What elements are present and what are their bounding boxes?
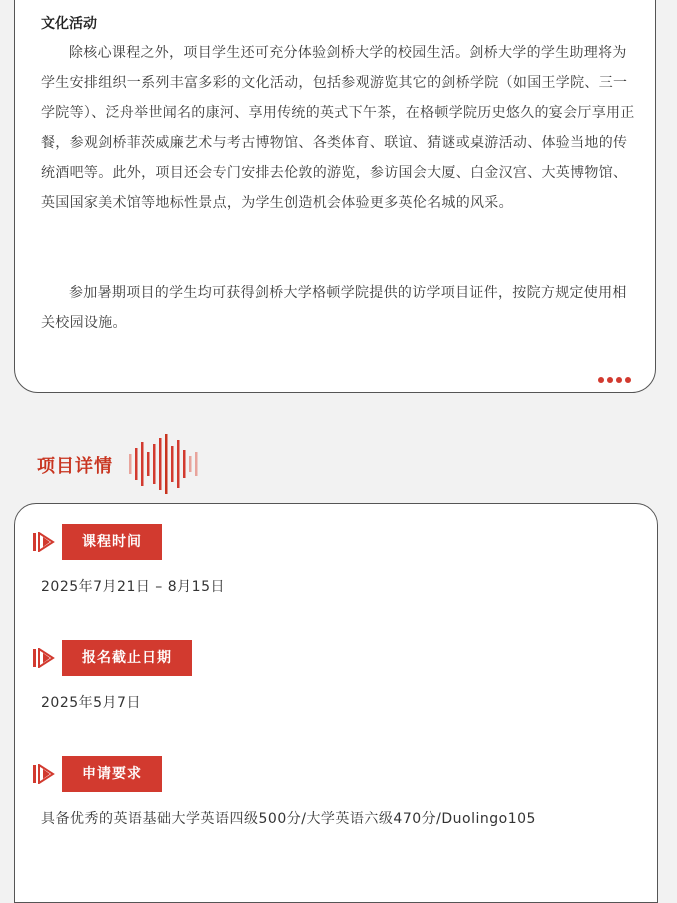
details-card — [14, 503, 658, 903]
requirements-value: 具备优秀的英语基础大学英语四级500分/大学英语六级470分/Duolingo105 — [41, 811, 536, 827]
culture-paragraph-2: 参加暑期项目的学生均可获得剑桥大学格顿学院提供的访学项目证件，按院方规定使用相关校园设施。 — [41, 285, 627, 331]
item-deadline — [33, 640, 192, 676]
play-marker-icon — [33, 764, 57, 784]
sound-wave-icon — [127, 434, 202, 494]
culture-title: 文化活动 — [41, 16, 97, 32]
culture-card — [14, 0, 656, 393]
course-time-value: 2025年7月21日 – 8月15日 — [41, 579, 225, 595]
item-requirements — [33, 756, 162, 792]
section-heading: 项目详情 — [37, 456, 113, 477]
culture-paragraph-1: 除核心课程之外，项目学生还可充分体验剑桥大学的校园生活。剑桥大学的学生助理将为学生安排组织一系列丰富多彩的文化活动，包括参观游览其它的剑桥学院（如国王学院、三一学院等）、泛舟举世闻名的康河、享用传统的英式下午茶，在格顿学院历史悠久的宴会厅享用正餐，参观剑桥菲茨威廉艺术与考古博物馆、各类体育、联谊、猜谜或桌游活动、体验当地的传统酒吧等。此外，项目还会专门安排去伦敦的游览，参访国会大厦、白金汉宫、大英博物馆、英国国家美术馆等地标性景点，为学生创造机会体验更多英伦名城的风采。 — [41, 45, 635, 211]
play-marker-icon — [33, 648, 57, 668]
deadline-value: 2025年5月7日 — [41, 695, 141, 711]
play-marker-icon — [33, 532, 57, 552]
item-course-time — [33, 524, 162, 560]
more-dots-icon — [598, 377, 631, 383]
requirements-tag: 申请要求 — [62, 756, 162, 792]
deadline-tag: 报名截止日期 — [62, 640, 192, 676]
course-time-tag: 课程时间 — [62, 524, 162, 560]
